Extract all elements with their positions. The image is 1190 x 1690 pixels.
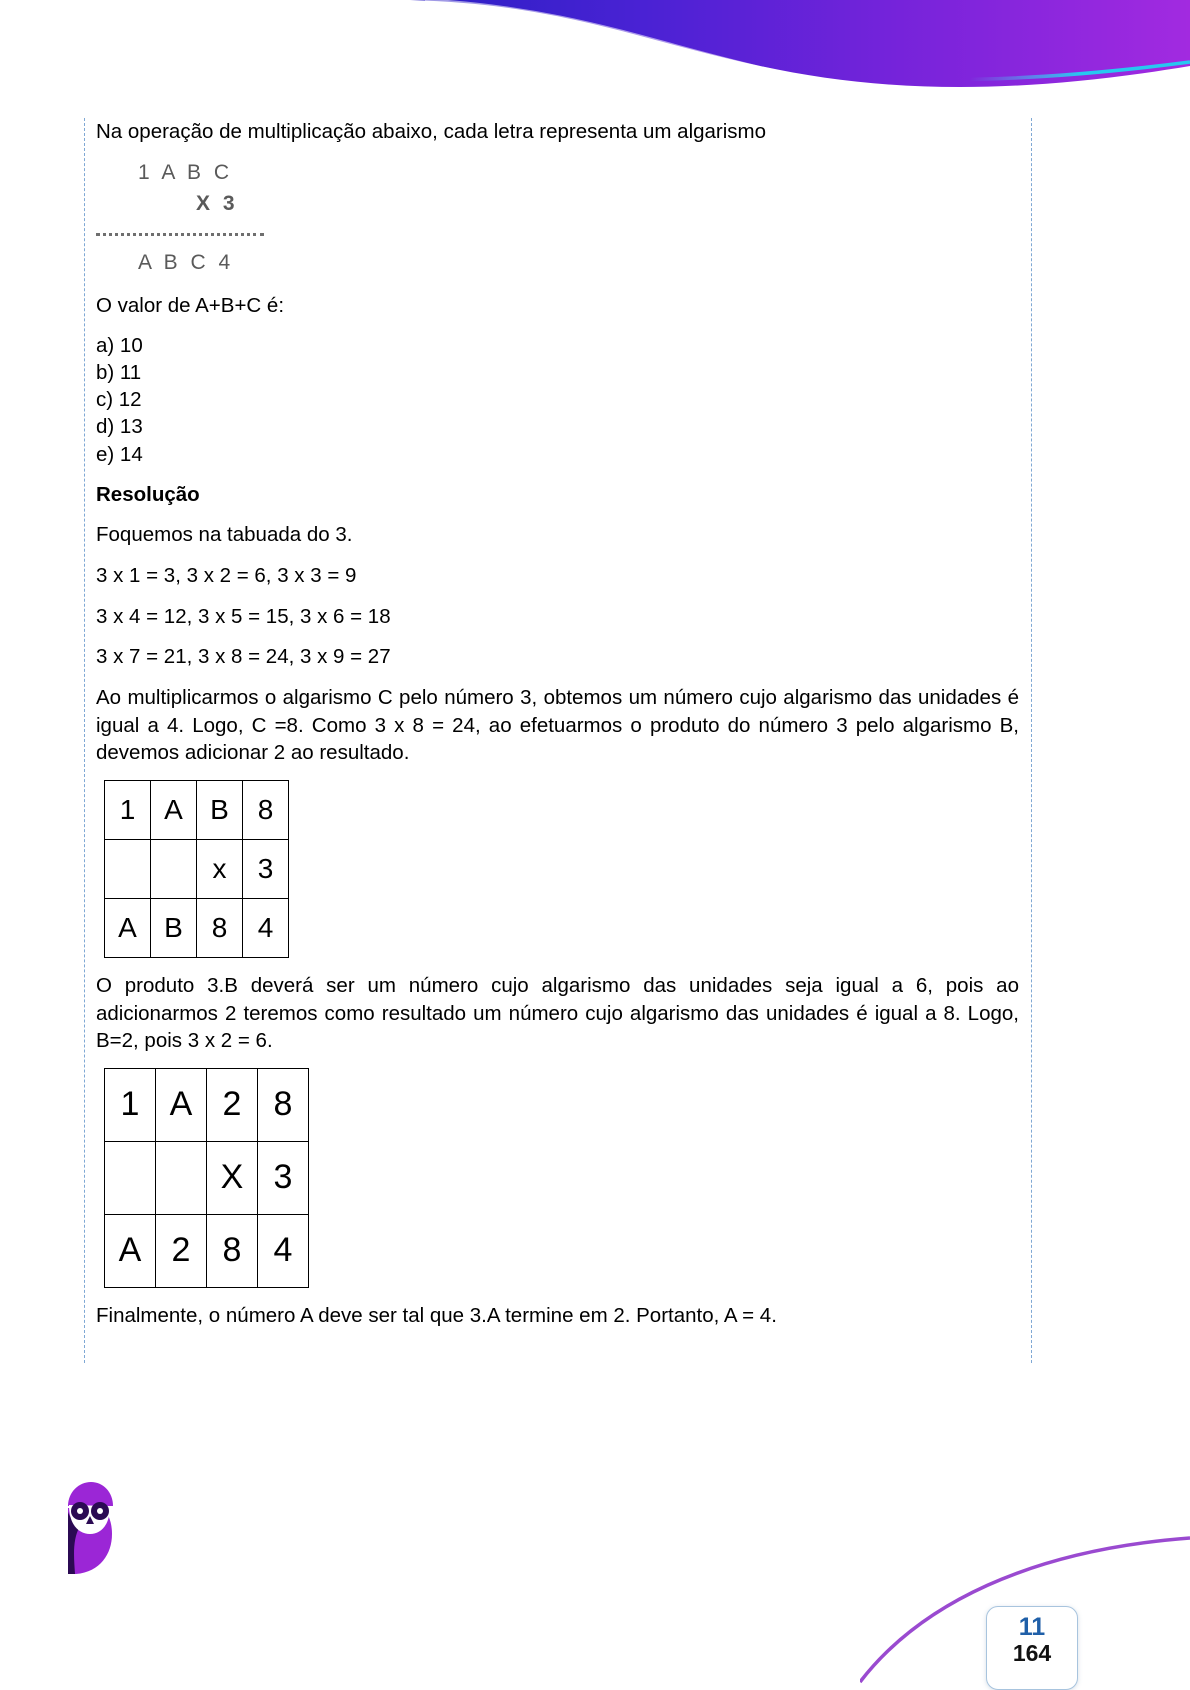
cell: A xyxy=(151,780,197,839)
digit-table-step-2-body xyxy=(105,1068,309,1287)
digit-table-step-2 xyxy=(104,1068,309,1288)
digit-table-step-1-body xyxy=(105,780,289,957)
cell xyxy=(151,839,197,898)
owl-right-pupil xyxy=(97,1508,103,1514)
cell: 8 xyxy=(243,780,289,839)
option-d: d) 13 xyxy=(96,415,143,439)
cell: x xyxy=(197,839,243,898)
page-current-number: 11 xyxy=(1018,1613,1046,1641)
table-row xyxy=(105,839,289,898)
table-row xyxy=(105,898,289,957)
cell: A xyxy=(156,1068,207,1141)
focus-line: Foquemos na tabuada do 3. xyxy=(96,523,353,547)
table-row xyxy=(105,1141,309,1214)
cell: A xyxy=(105,1214,156,1287)
times-table-line-2: 3 x 4 = 12, 3 x 5 = 15, 3 x 6 = 18 xyxy=(96,604,391,628)
option-e: e) 14 xyxy=(96,442,143,466)
intro-paragraph: Na operação de multiplicação abaixo, cada letra representa um algarismo xyxy=(96,120,767,143)
document-content-frame xyxy=(84,118,1032,1363)
owl-hat-shape xyxy=(68,1482,113,1506)
cell: 2 xyxy=(207,1068,258,1141)
cell: 2 xyxy=(156,1214,207,1287)
times-table-line-3: 3 x 7 = 21, 3 x 8 = 24, 3 x 9 = 27 xyxy=(96,645,391,669)
question-paragraph: O valor de A+B+C é: xyxy=(96,293,285,317)
times-table-line-1: 3 x 1 = 3, 3 x 2 = 6, 3 x 3 = 9 xyxy=(96,563,357,587)
cell: 1 xyxy=(105,780,151,839)
figure-line-multiplicand: 1 A B C xyxy=(138,160,233,184)
cell: 1 xyxy=(105,1068,156,1141)
paragraph-about-b: O produto 3.B deverá ser um número cujo algarismo das unidades seja igual a 6, pois ao adicionarmos 2 teremos como resultado um número cujo algarismo das unidades é igual a 8. Logo, B=2, pois 3 x 2 = 6. xyxy=(96,973,1019,1053)
header-wave-banner xyxy=(0,0,1190,110)
paragraph-about-c: Ao multiplicarmos o algarismo C pelo número 3, obtemos um número cujo algarismo das unidades é igual a 4. Logo, C =8. Como 3 x 8 = 24, ao efetuarmos o produto do número 3 pelo algarismo B, devemos adicionar 2 ao resultado. xyxy=(96,685,1019,765)
page-total-number: 164 xyxy=(1012,1640,1052,1667)
table-row xyxy=(105,1214,309,1287)
figure-line-product: A B C 4 xyxy=(138,250,234,274)
resolution-heading: Resolução xyxy=(96,482,200,506)
cell xyxy=(105,839,151,898)
option-c: c) 12 xyxy=(96,388,142,412)
cell: 8 xyxy=(197,898,243,957)
cell: 8 xyxy=(258,1068,309,1141)
cell: 3 xyxy=(258,1141,309,1214)
digit-table-step-1 xyxy=(104,780,289,958)
cell: X xyxy=(207,1141,258,1214)
banner-wave-shape xyxy=(410,0,1190,87)
figure-divider-rule xyxy=(96,233,264,236)
banner-cyan-stroke xyxy=(700,52,1190,80)
banner-white-stroke xyxy=(425,0,1190,93)
option-b: b) 11 xyxy=(96,361,142,385)
options-list xyxy=(96,332,1019,467)
figure-line-multiplier: X 3 xyxy=(196,191,239,215)
page-number-box xyxy=(986,1606,1078,1690)
owl-logo xyxy=(62,1478,118,1576)
cell: 4 xyxy=(243,898,289,957)
table-row xyxy=(105,1068,309,1141)
cell: 3 xyxy=(243,839,289,898)
cell: 8 xyxy=(207,1214,258,1287)
cell: B xyxy=(151,898,197,957)
option-a: a) 10 xyxy=(96,334,143,358)
cell: 4 xyxy=(258,1214,309,1287)
cell xyxy=(156,1141,207,1214)
final-paragraph: Finalmente, o número A deve ser tal que 3.A termine em 2. Portanto, A = 4. xyxy=(96,1303,777,1327)
cell: A xyxy=(105,898,151,957)
table-row xyxy=(105,780,289,839)
cell: B xyxy=(197,780,243,839)
owl-left-pupil xyxy=(77,1508,83,1514)
cell xyxy=(105,1141,156,1214)
multiplication-figure-image xyxy=(96,159,356,279)
